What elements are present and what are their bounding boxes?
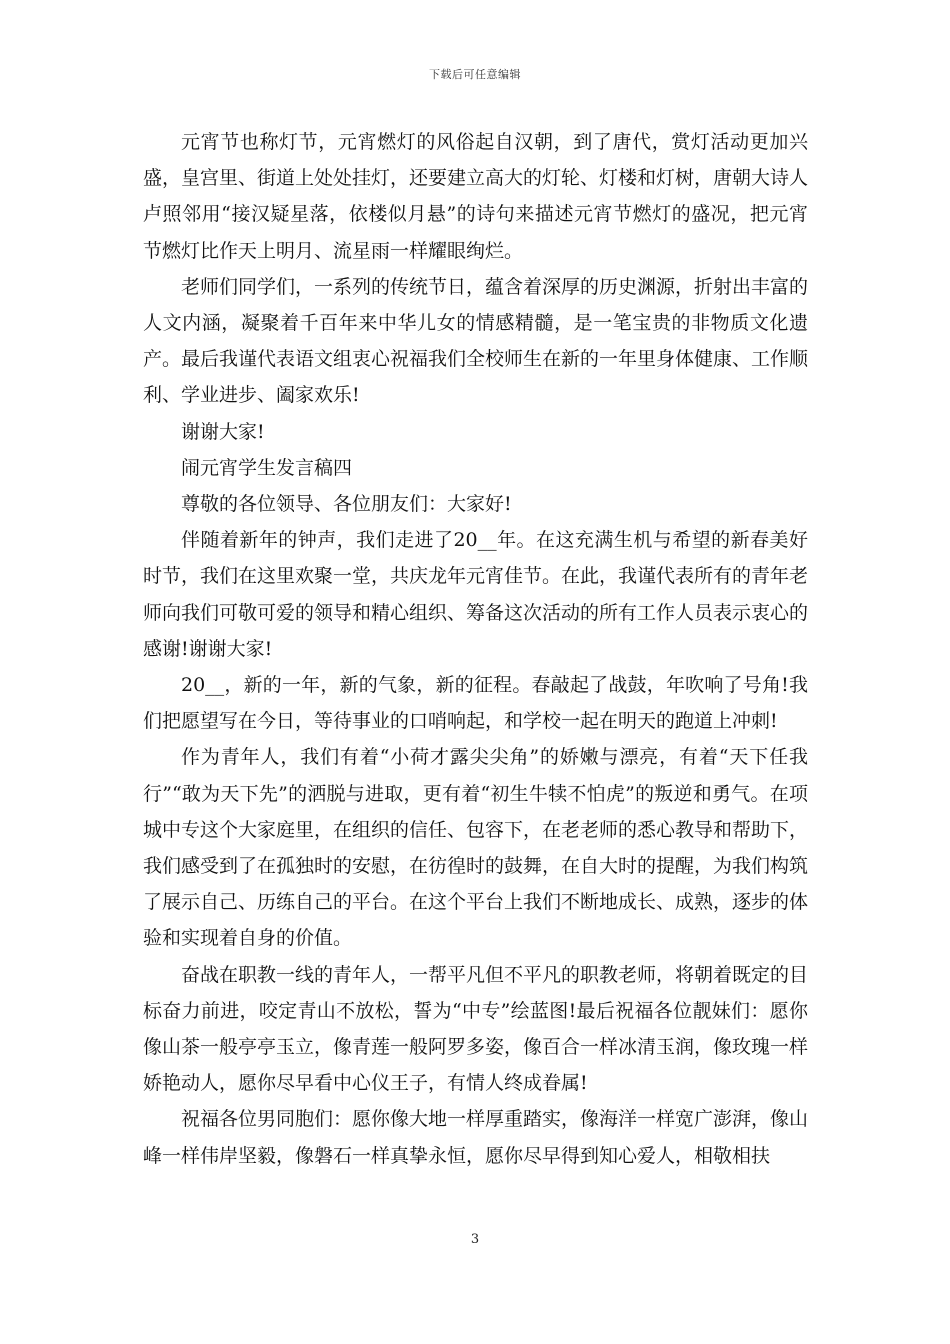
paragraph: 祝福各位男同胞们：愿你像大地一样厚重踏实，像海洋一样宽广澎湃，像山峰一样伟岸坚毅，像磐石一样真挚永恒，愿你尽早得到知心爱人，相敬相扶 bbox=[143, 1108, 809, 1167]
paragraph: 谢谢大家! bbox=[181, 420, 265, 443]
paragraph: 元宵节也称灯节，元宵燃灯的风俗起自汉朝，到了唐代，赏灯活动更加兴盛，皇宫里、街道上处处挂灯，还要建立高大的灯轮、灯楼和灯树，唐朝大诗人卢照邻用“接汉疑星落，依楼似月悬”的诗句来描述元宵节燃灯的盛况，把元宵节燃灯比作天上明月、流星雨一样耀眼绚烂。 bbox=[143, 131, 809, 262]
paragraph: 伴随着新年的钟声，我们走进了20__年。在这充满生机与希望的新春美好时节，我们在这里欢聚一堂，共庆龙年元宵佳节。在此，我谨代表所有的青年老师向我们可敬可爱的领导和精心组织、筹备这次活动的所有工作人员表示衷心的感谢!谢谢大家! bbox=[143, 529, 809, 660]
page-number: 3 bbox=[470, 1232, 480, 1247]
paragraph: 20__，新的一年，新的气象，新的征程。春敲起了战鼓，年吹响了号角!我们把愿望写在今日，等待事业的口哨响起，和学校一起在明天的跑道上冲刺! bbox=[143, 674, 808, 733]
paragraph: 奋战在职教一线的青年人，一帮平凡但不平凡的职教老师，将朝着既定的目标奋力前进，咬定青山不放松，誓为“中专”绘蓝图!最后祝福各位靓妹们：愿你像山茶一般亭亭玉立，像青莲一般阿罗多姿，像百合一样冰清玉润，像玫瑰一样娇艳动人，愿你尽早看中心仪王子，有情人终成眷属! bbox=[143, 963, 809, 1095]
page-header: 下载后可任意编辑 bbox=[429, 68, 521, 81]
section-title: 闹元宵学生发言稿四 bbox=[181, 456, 353, 479]
document-body bbox=[143, 124, 808, 1174]
paragraph: 作为青年人，我们有着“小荷才露尖尖角”的娇嫩与漂亮，有着“天下任我行”“敢为天下先”的洒脱与进取，更有着“初生牛犊不怕虎”的叛逆和勇气。在项城中专这个大家庭里，在组织的信任、包容下，在老老师的悉心教导和帮助下，我们感受到了在孤独时的安慰，在彷徨时的鼓舞，在自大时的提醒，为我们构筑了展示自己、历练自己的平台。在这个平台上我们不断地成长、成熟，逐步的体验和实现着自身的价值。 bbox=[143, 746, 809, 950]
salutation: 尊敬的各位领导、各位朋友们：大家好! bbox=[181, 493, 512, 516]
paragraph: 老师们同学们，一系列的传统节日，蕴含着深厚的历史渊源，折射出丰富的人文内涵，凝聚着千百年来中华儿女的情感精髓，是一笔宝贵的非物质文化遗产。最后我谨代表语文组衷心祝福我们全校师生在新的一年里身体健康、工作顺利、学业进步、阖家欢乐! bbox=[143, 275, 809, 407]
